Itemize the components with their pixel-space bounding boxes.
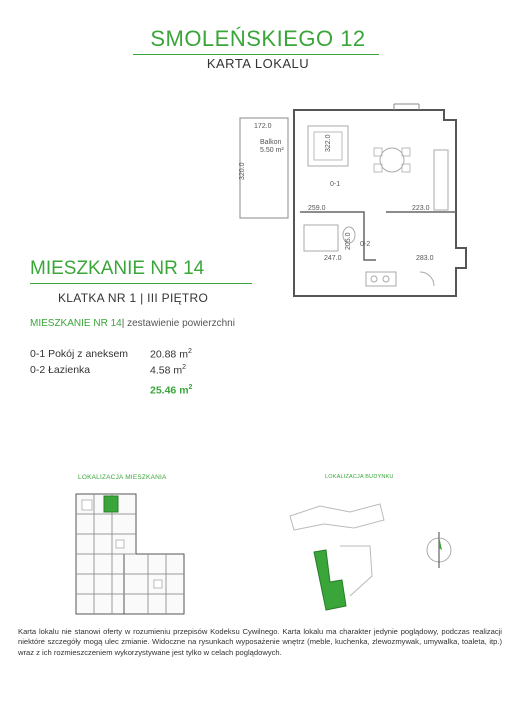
dim-label: 322.0 <box>325 134 332 152</box>
total-area: 25.46 $m^2$ <box>150 384 193 397</box>
apartment-name: MIESZKANIE NR 14 <box>30 258 205 279</box>
site-plan <box>280 486 390 616</box>
dim-label: 320.0 <box>239 162 246 180</box>
room-area: 4.58 $m^2$ <box>150 364 187 377</box>
dim-label: 247.0 <box>324 255 342 262</box>
disclaimer-text: Karta lokalu nie stanowi oferty w rozumieniu przepisów Kodeksu Cywilnego. Karta lokalu ma charakter jedynie poglądowy, podczas realizacji niektóre szczegóły mogą ulec zmianie. Widoczne na rysunkach wyposażenie wnętrz (meble, kuchenka, zlewozmywak, umywalka, toaleta, itp.) wraz z ich rozmieszczeniem wykorzystywane jest tylko w celach poglądowych. <box>18 627 502 657</box>
bathtub <box>304 225 338 251</box>
balcony-area: 5.50 m² <box>260 147 284 154</box>
floor-plan <box>234 100 484 300</box>
outer-wall <box>294 110 466 296</box>
kitchen-counter <box>434 150 448 210</box>
page-subtitle: KARTA LOKALU <box>206 56 310 71</box>
page-title: SMOLEŃSKIEGO 12 <box>150 26 366 51</box>
room-area: 20.88 $m^2$ <box>150 348 192 361</box>
stair-floor: KLATKA NR 1 | III PIĘTRO <box>58 291 209 305</box>
north-arrow-icon <box>424 530 454 570</box>
room-label: 0-2 Łazienka <box>30 364 91 376</box>
dim-label: 172.0 <box>254 123 272 130</box>
highlighted-building <box>314 550 346 610</box>
areas-heading <box>30 318 235 329</box>
apartment-divider <box>30 283 252 284</box>
flat-location-label: LOKALIZACJA MIESZKANIA <box>78 474 167 481</box>
dim-label: 205.0 <box>345 232 352 250</box>
areas-heading-name: MIESZKANIE NR 14 <box>30 318 122 329</box>
floor-key-plan <box>64 484 194 624</box>
room-label: 0-1 Pokój z aneksem <box>30 348 129 360</box>
balcony <box>240 118 288 218</box>
title-divider <box>133 54 379 55</box>
dim-label: 283.0 <box>416 255 434 262</box>
dim-label: 223.0 <box>412 205 430 212</box>
balcony-label: Balkon <box>260 139 282 146</box>
building-location-label: LOKALIZACJA BUDYNKU <box>325 474 394 480</box>
room-tag: 0-1 <box>330 181 341 188</box>
areas-heading-suffix: | zestawienie powierzchni <box>121 318 235 329</box>
room-tag: 0-2 <box>360 241 371 248</box>
highlighted-flat <box>104 496 118 512</box>
dim-label: 259.0 <box>308 205 326 212</box>
table <box>380 148 404 172</box>
